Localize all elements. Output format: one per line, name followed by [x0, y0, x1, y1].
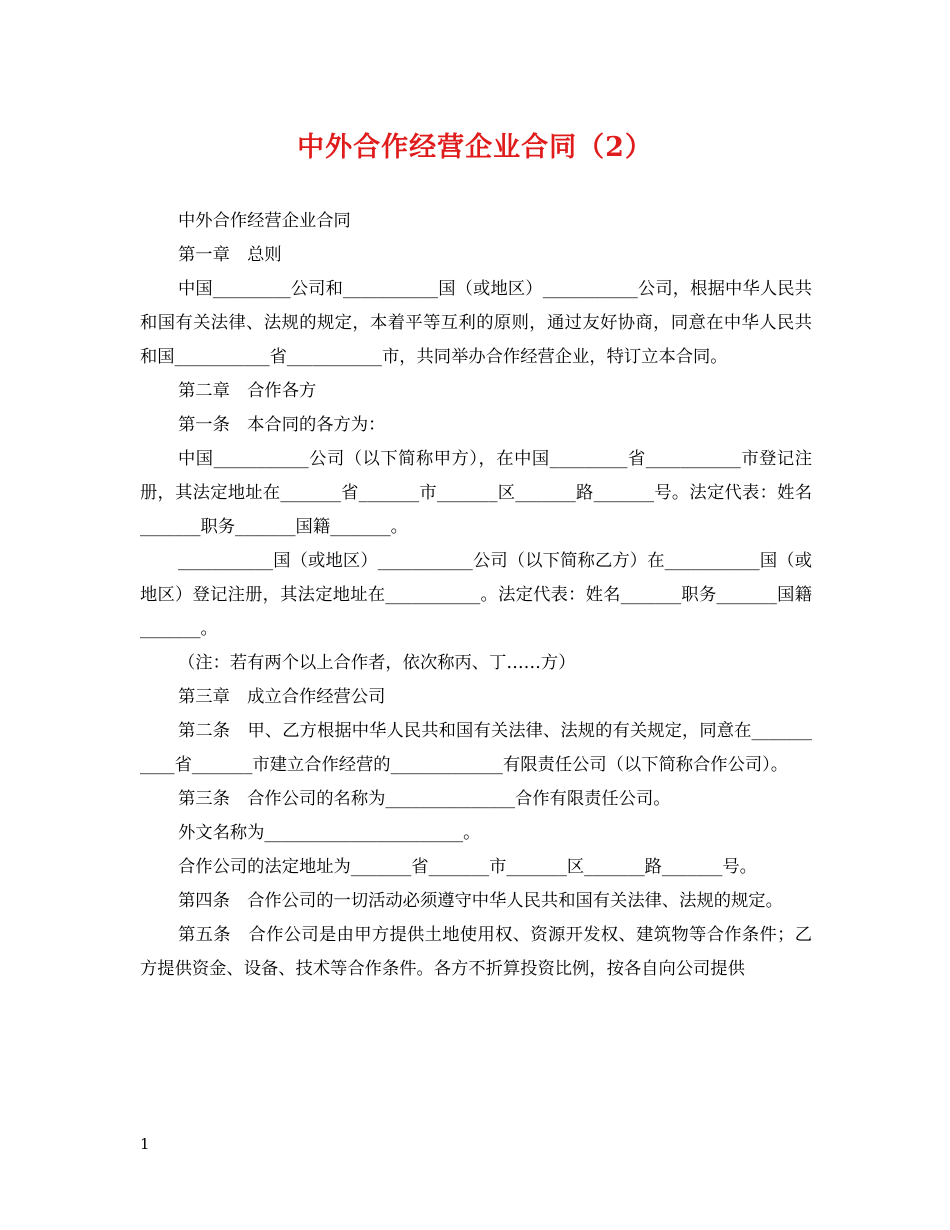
chapter-1-heading: 第一章 总则 — [178, 245, 282, 265]
party-a-paragraph: 中国___________公司（以下简称甲方），在中国_________省___________市登记注册，其法定地址在_______省_______市_______区_______路_______号。法定代表：姓名_______职务_______国籍_______。 — [140, 449, 812, 537]
legal-address-paragraph: 合作公司的法定地址为_______省_______市_______区_______路_______号。 — [178, 857, 757, 877]
preamble-paragraph: 中国_________公司和___________国（或地区）___________公司，根据中华人民共和国有关法律、法规的规定，本着平等互利的原则，通过友好协商，同意在中华人民共和国___________省___________市，共同举办合作经营企业，特订立本合同。 — [140, 279, 812, 367]
foreign-name-paragraph: 外文名称为_______________________。 — [178, 823, 481, 843]
article-1-heading: 第一条 本合同的各方为： — [178, 415, 386, 435]
article-4-paragraph: 第四条 合作公司的一切活动必须遵守中华人民共和国有关法律、法规的规定。 — [178, 891, 783, 911]
paragraph-heading: 中外合作经营企业合同 — [178, 211, 351, 231]
document-body — [140, 204, 812, 986]
article-5-paragraph: 第五条 合作公司是由甲方提供土地使用权、资源开发权、建筑物等合作条件；乙方提供资金、设备、技术等合作条件。各方不折算投资比例，按各自向公司提供 — [140, 925, 812, 979]
article-3-paragraph: 第三条 合作公司的名称为_______________合作有限责任公司。 — [178, 789, 671, 809]
chapter-3-heading: 第三章 成立合作经营公司 — [178, 687, 386, 707]
note-paragraph: （注：若有两个以上合作者，依次称丙、丁……方） — [178, 653, 576, 673]
document-title: 中外合作经营企业合同（2） — [297, 132, 653, 163]
chapter-2-heading: 第二章 合作各方 — [178, 381, 317, 401]
party-b-paragraph: ___________国（或地区）___________公司（以下简称乙方）在___________国（或地区）登记注册，其法定地址在___________。法定代表：姓名_______职务_______国籍_______。 — [140, 551, 812, 639]
page-number: 1 — [140, 1135, 150, 1153]
article-2-paragraph: 第二条 甲、乙方根据中华人民共和国有关法律、法规的有关规定，同意在___________省_______市建立合作经营的_____________有限责任公司（以下简称合作公司）。 — [140, 721, 812, 775]
